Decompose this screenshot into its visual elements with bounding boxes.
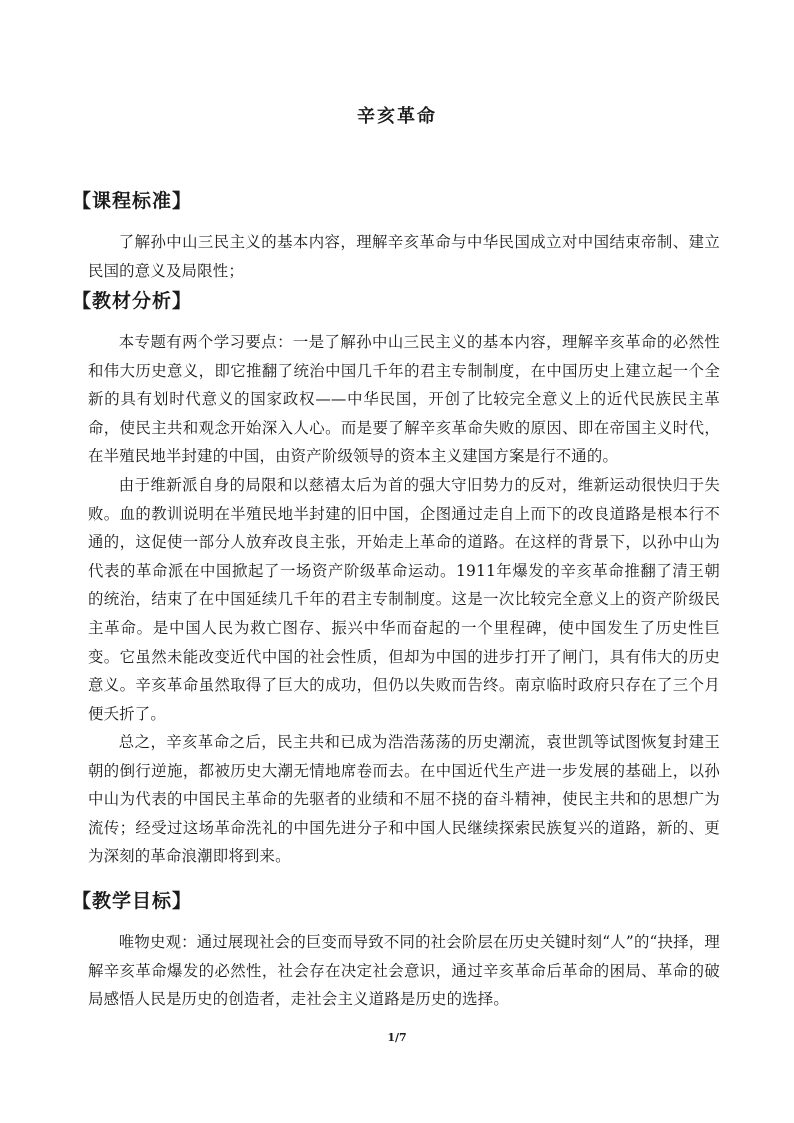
document-title: 辛亥革命 [357,106,437,127]
paragraph-textbook-analysis-1: 本专题有两个学习要点：一是了解孙中山三民主义的基本内容，理解辛亥革命的必然性和伟大历史意义，即它推翻了统治中国几千年的君主专制制度，在中国历史上建立起一个全新的具有划时代意义的国家政权——中华民国，开创了比较完全意义上的近代民族民主革命，使民主共和观念开始深入人心。而是要了解辛亥革命失败的原因、即在帝国主义时代，在半殖民地半封建的中国，由资产阶级领导的资本主义建国方案是行不通的。 [88,333,720,466]
paragraph-curriculum-standard: 了解孙中山三民主义的基本内容，理解辛亥革命与中华民国成立对中国结束帝制、建立民国的意义及局限性； [88,233,720,280]
page-number: 1/7 [387,1031,407,1044]
paragraph-textbook-analysis-3: 总之，辛亥革命之后，民主共和已成为浩浩荡荡的历史潮流，袁世凯等试图恢复封建王朝的倒行逆施，都被历史大潮无情地席卷而去。在中国近代生产进一步发展的基础上，以孙中山为代表的中国民主革命的先驱者的业绩和不屈不挠的奋斗精神，使民主共和的思想广为流传；经受过这场革命洗礼的中国先进分子和中国人民继续探索民族复兴的道路，新的、更为深刻的革命浪潮即将到来。 [88,733,720,866]
section-heading-textbook-analysis: 【教材分析】 [72,290,193,312]
paragraph-teaching-objectives: 唯物史观：通过展现社会的巨变而导致不同的社会阶层在历史关键时刻“人”的“抉择，理解辛亥革命爆发的必然性，社会存在决定社会意识，通过辛亥革命后革命的困局、革命的破局感悟人民是历史的创造者，走社会主义道路是历史的选择。 [88,933,720,1009]
paragraph-textbook-analysis-2: 由于维新派自身的局限和以慈禧太后为首的强大守旧势力的反对，维新运动很快归于失败。血的教训说明在半殖民地半封建的旧中国，企图通过走自上而下的改良道路是根本行不通的，这促使一部分人放弃改良主张，开始走上革命的道路。在这样的背景下，以孙中山为代表的革命派在中国掀起了一场资产阶级革命运动。1911年爆发的辛亥革命推翻了清王朝的统治，结束了在中国延续几千年的君主专制制度。这是一次比较完全意义上的资产阶级民主革命。是中国人民为救亡图存、振兴中华而奋起的一个里程碑，使中国发生了历史性巨变。它虽然未能改变近代中国的社会性质，但却为中国的进步打开了闸门，具有伟大的历史意义。辛亥革命虽然取得了巨大的成功，但仍以失败而告终。南京临时政府只存在了三个月便夭折了。 [88,476,720,723]
section-heading-teaching-objectives: 【教学目标】 [72,890,193,912]
section-heading-curriculum-standard: 【课程标准】 [72,190,193,212]
